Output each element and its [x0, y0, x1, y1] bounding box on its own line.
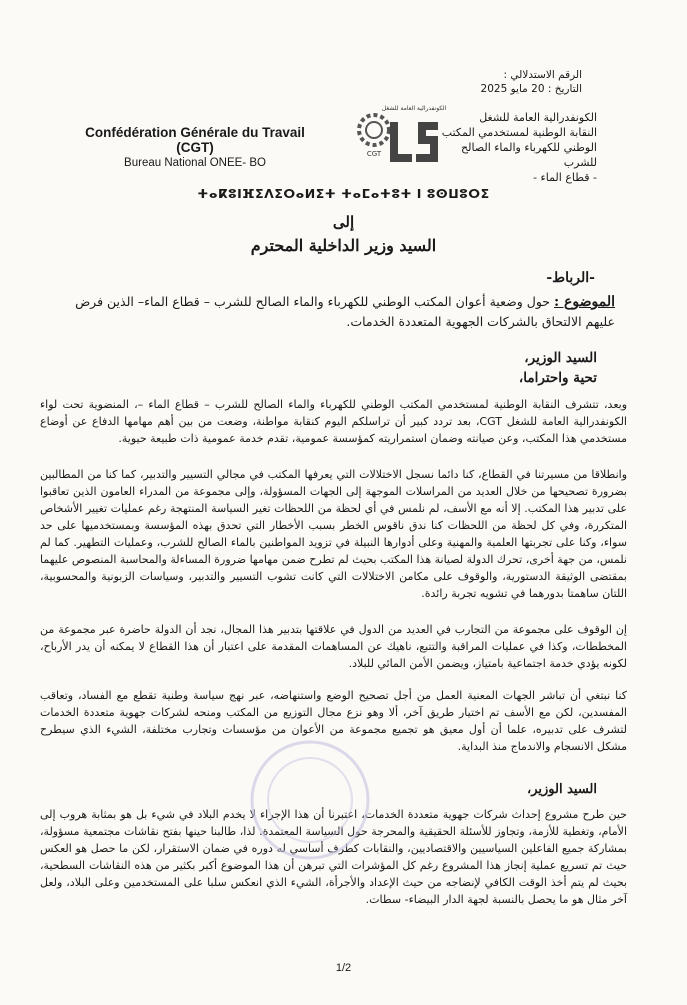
addressee-title: السيد وزير الداخلية المحترم: [250, 236, 437, 255]
date-value: 20 مايو 2025: [480, 83, 545, 95]
cgt-logo-icon: [352, 100, 447, 180]
addressee-city: -الرباط-: [546, 270, 595, 286]
stamp-icon: [245, 735, 375, 865]
subject-label: الموضوع :: [554, 294, 615, 310]
date-line: التاريخ : 20 مايو 2025: [480, 83, 582, 95]
union-line: الكونفدرالية العامة للشغل: [479, 111, 597, 124]
union-line: للشرب: [563, 156, 597, 169]
reference-block: [481, 68, 582, 96]
salutation-greeting: تحية واحتراما،: [518, 370, 597, 386]
logo-initials: CGT: [366, 150, 382, 158]
logo-caption: الكونفدرالية العامة للشغل: [381, 105, 447, 112]
subject: [60, 292, 615, 331]
cgt-logo: [352, 100, 447, 180]
date-label: التاريخ: [554, 83, 582, 95]
union-name-fr: Confédération Générale du Travail (CGT): [85, 125, 305, 155]
union-line: الوطني للكهرباء والماء الصالح: [461, 141, 597, 154]
union-header-fr: [80, 125, 310, 169]
stamp-mark: [245, 735, 375, 865]
serial-label: الرقم الاستدلالي :: [503, 69, 582, 81]
to-label: إلى: [332, 213, 355, 231]
body-paragraph-1: وبعد، تتشرف النقابة الوطنية لمستخدمي المكتب الوطني للكهرباء والماء الصالح للشرب – قطاع الماء –، المنضوية تحت لواء الكونفدرالية العامة للشغل CGT، بعد تردد كبير أن تراسلكم اليوم كنقابة مواطنة، وضعت من بين أهم مهامها الدفاع عن أوضاع مستخدمي هذا المكتب، وعن صيانته وضمان استمراريته كمؤسسة عمومية، تقدم خدمة عمومية ذات طبيعة حيوية.: [40, 398, 627, 445]
subject-text: حول وضعية أعوان المكتب الوطني للكهرباء والماء الصالح للشرب – قطاع الماء– الذين فرض عليهم الالتحاق بالشركات الجهوية المتعددة الخدمات.: [75, 294, 615, 329]
body-paragraph-4: كنا نبتغي أن تباشر الجهات المعنية العمل من أجل تصحيح الوضع واستنهاضه، عبر نهج سياسة وطنية تقطع مع الفساد، وتعاقب المفسدين، لكن مع الأسف تم اختيار طريق آخر، ألا وهو نزع مجال التوزيع من المكتب ومنحه لشركات جهوية متعددة الخدمات لتشرف على تدبيره، علما أن أول معيق هو تجميع مجموعة من الأعوان من مؤسسات وتجارب مختلفة، الشيء الذي سيطرح مشكل الانسجام والاندماج منذ البداية.: [40, 689, 627, 753]
body-paragraph-5: حين طرح مشروع إحداث شركات جهوية متعددة الخدمات، اعتبرنا أن هذا الإجراء لا يخدم البلاد في شيء بل هو بمثابة هروب إلى الأمام، وتغطية للأزمة، وتجاوز للأسئلة الحقيقية والمحرجة حول السياسة المعتمدة. لذا، طالبنا حينها بفتح نقاشات مجتمعية مسؤولة، بمشاركة جميع الفاعلين السياسيين والاقتصاديين، والنقابات كطرف أساسي له دوره في ضمان الاستقرار، لكن ما حصل هو العكس حيث تم تسريع عملية إنجاز هذا المشروع رغم كل المؤشرات التي تبرهن أن هذا الموضوع أكبر بكثير من هذه النقاشات السطحية، بحيث لم يتم أخذ الوقت الكافي لإنضاجه من حيث الإعداد والأجرأة، الشيء الذي انعكس سلبا على المستخدمين وعلى البلاد، ولعل آخر مثال هو ما يحصل بالنسبة لجهة الدار البيضاء- سطات.: [40, 808, 627, 906]
union-line: - قطاع الماء -: [533, 171, 597, 184]
tifinagh-line: ⵜⴰⴽⵓⵏⴼⵉⴷⵉⵔⴰⵍⵉⵜ ⵜⴰⵎⴰⵜⵓⵜ ⵏ ⵓⵙⵡⵓⵔⵉ: [197, 186, 490, 201]
body-paragraph-2: وانطلاقا من مسيرتنا في القطاع، كنا دائما نسجل الاختلالات التي يعرفها المكتب في مجالي التسيير والتدبير، كما كنا من المطالبين بضرورة تصحيحها من خلال العديد من المراسلات الموجهة إلى الجهات المسؤولة، وإلى مجموعة من المدراء العامون الذين تعاقبوا على تدبير هذا المكتب. إلا أنه مع الأسف، لم نلمس في أي لحظة من اللحظات تغير السياسة المنتهجة رغم عمليات تغيير الأشخاص المتكررة، وفي كل لحظة من اللحظات كنا ندق ناقوس الخطر بسبب الأخطار التي تحدق بهذه المؤسسة وبمستخدميها على حد سواء، وكنا على تجربتها العلمية والمهنية وعلى أدوارها النبيلة في تزويد المواطنين بالماء الصالح للشرب، وعمليات التطهير. كما لم نلمس، من جهة أخرى، تحرك الدولة لصيانة هذا المكتب بحيث لم تطرح ضمن مهامها ضرورة المساءلة والمحاسبة المنصوص عليهما بمقتضى الوثيقة الدستورية، والوقوف على مكامن الاختلالات التي كانت تشوب التسيير والتدبير، وسياسات الزبونية والمحسوبية، اللتان ساهمتا بدورهما في تشويه تجربة رائدة.: [40, 468, 627, 600]
salutation-minister: السيد الوزير،: [524, 350, 597, 366]
body-paragraph-3: إن الوقوف على مجموعة من التجارب في العديد من الدول في علاقتها بتدبير هذا المجال، نجد أن الدولة حاضرة عبر مجموعة من المخططات، وكذا في عمليات المراقبة والتتبع، ناهيك عن المساهمات المقدمة على اعتبار أن هذا القطاع لا يمكنه أن يدر الأرباح، لكونه يؤدي خدمة اجتماعية بامتياز، ويضمن الأمن المائي للبلاد.: [40, 623, 627, 670]
page-number: 1/2: [335, 962, 352, 974]
bureau-name: Bureau National ONEE- BO: [124, 157, 266, 169]
union-header-ar: [442, 110, 597, 185]
salutation-minister-2: السيد الوزير،: [527, 782, 597, 797]
union-line: النقابة الوطنية لمستخدمي المكتب: [441, 126, 597, 139]
